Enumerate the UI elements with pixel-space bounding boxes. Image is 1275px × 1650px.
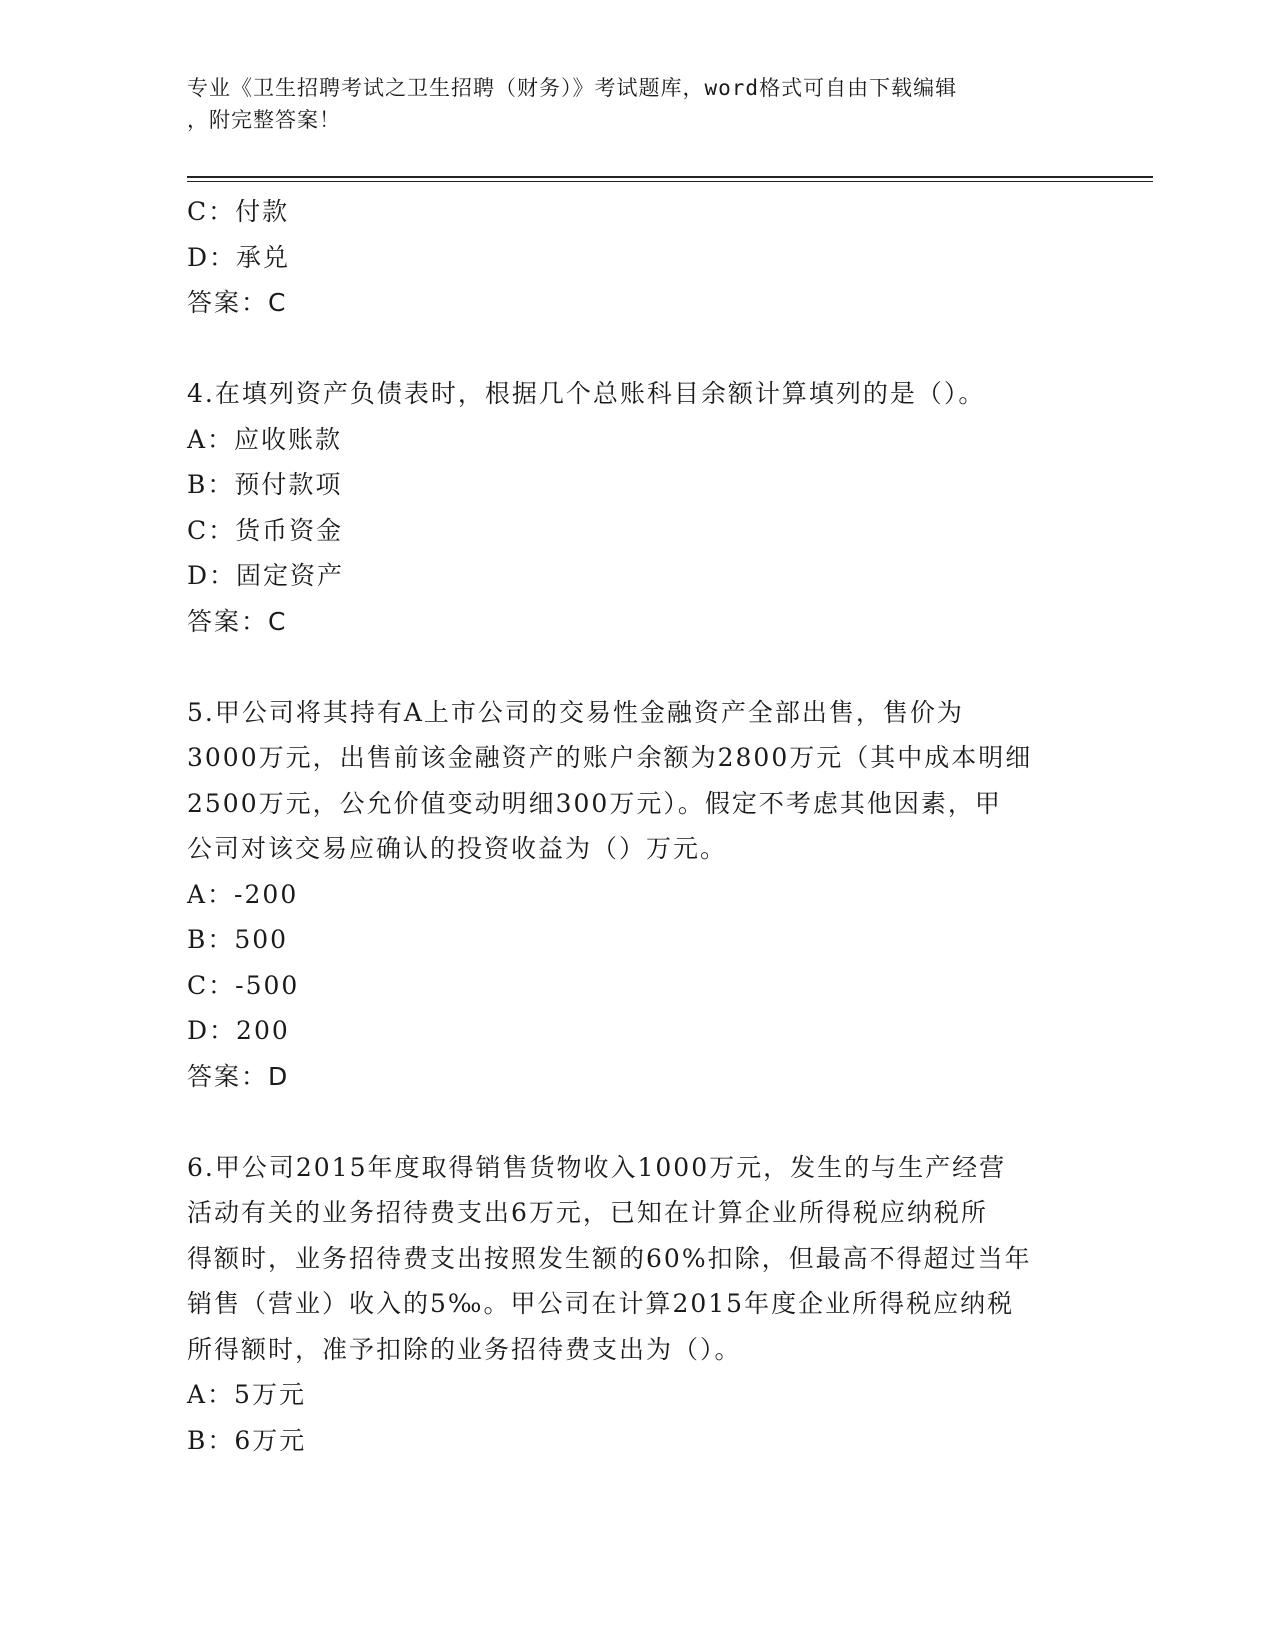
- question-text: 3000万元，出售前该金融资产的账户余额为2800万元（其中成本明细: [187, 743, 1033, 772]
- option-b: B：预付款项: [187, 470, 343, 499]
- option-d: D：承兑: [187, 242, 291, 272]
- header-line-1: 专业《卫生招聘考试之卫生招聘（财务）》考试题库，word格式可自由下载编辑: [187, 76, 958, 100]
- spacer: [187, 1099, 1087, 1145]
- option-a: A：应收账款: [187, 424, 343, 454]
- question-text: 2500万元，公允价值变动明细300万元）。假定不考虑其他因素，甲: [187, 788, 1002, 818]
- option-a: A：-200: [187, 879, 299, 909]
- question-text: 活动有关的业务招待费支出6万元，已知在计算企业所得税应纳税所: [187, 1198, 988, 1227]
- option-c: C：货币资金: [187, 515, 344, 545]
- option-b: B：500: [187, 925, 289, 954]
- header-rule-thin: [187, 181, 1153, 182]
- question-5: [187, 690, 1087, 1100]
- question-text: 5.甲公司将其持有A上市公司的交易性金融资产全部出售，售价为: [187, 697, 964, 727]
- document-header: [187, 72, 1087, 136]
- option-d: D：固定资产: [187, 561, 345, 590]
- question-text: 所得额时，准予扣除的业务招待费支出为（）。: [187, 1334, 742, 1364]
- question-6: [187, 1145, 1087, 1464]
- question-text: 公司对该交易应确认的投资收益为（）万元。: [187, 834, 728, 863]
- question-4: [187, 371, 1087, 644]
- question-text: 销售（营业）收入的5‰。甲公司在计算2015年度企业所得税应纳税: [187, 1289, 1015, 1318]
- question-text: 6.甲公司2015年度取得销售货物收入1000万元，发生的与生产经营: [187, 1152, 1007, 1182]
- spacer: [187, 326, 1087, 372]
- question-text: 4.在填列资产负债表时，根据几个总账科目余额计算填列的是（）。: [187, 379, 986, 408]
- answer: 答案：C: [187, 606, 288, 636]
- option-c: C：付款: [187, 197, 290, 226]
- answer: 答案：C: [187, 288, 288, 317]
- document-body: [187, 189, 1087, 1463]
- answer: 答案：D: [187, 1061, 290, 1091]
- option-c: C：-500: [187, 970, 300, 1000]
- spacer: [187, 644, 1087, 690]
- header-line-2: ，附完整答案！: [187, 108, 341, 132]
- option-a: A：5万元: [187, 1380, 306, 1409]
- question-3: [187, 189, 1087, 326]
- header-rule-thick: [187, 176, 1153, 178]
- option-b: B：6万元: [187, 1425, 307, 1455]
- question-text: 得额时，业务招待费支出按照发生额的60%扣除，但最高不得超过当年: [187, 1243, 1032, 1273]
- option-d: D：200: [187, 1016, 290, 1045]
